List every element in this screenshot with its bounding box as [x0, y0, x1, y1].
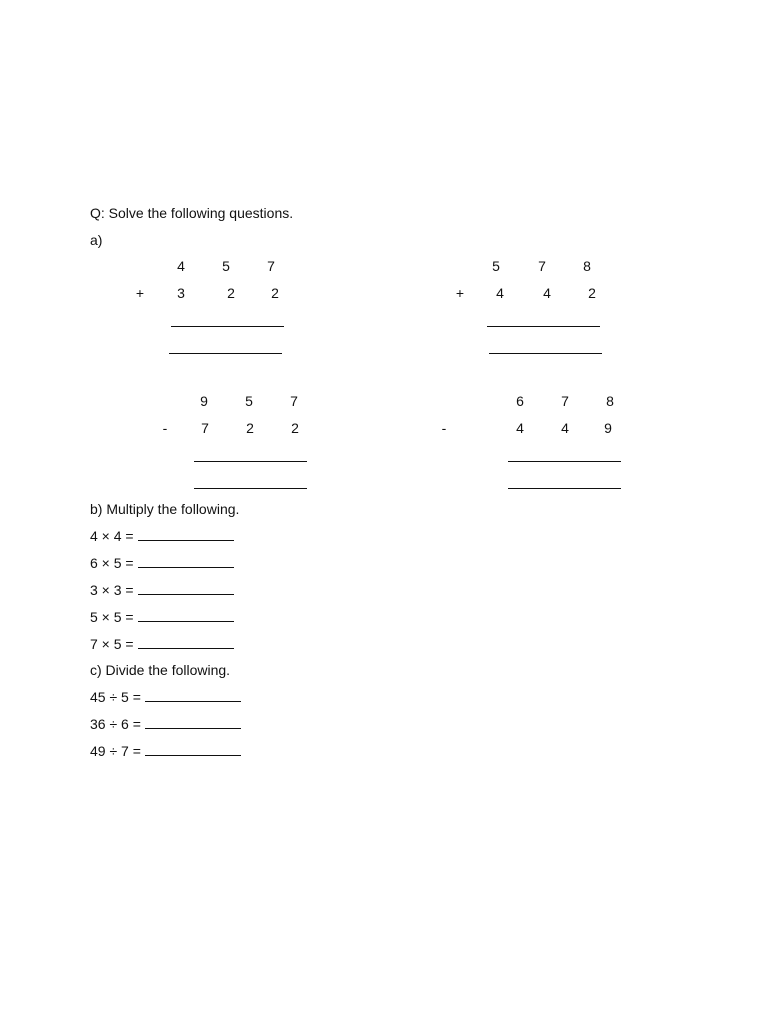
operator-plus: +	[135, 285, 145, 301]
answer-blank	[145, 689, 241, 702]
equation-text: 5 × 5 =	[90, 609, 134, 625]
multiply-item	[90, 555, 234, 571]
equation-text: 7 × 5 =	[90, 636, 134, 652]
answer-blank	[138, 555, 234, 568]
digit: 9	[604, 420, 612, 436]
digit: 4	[516, 420, 524, 436]
answer-line	[508, 461, 621, 462]
answer-line	[171, 326, 284, 327]
answer-blank	[145, 716, 241, 729]
digit: 7	[561, 393, 569, 409]
digit: 7	[201, 420, 209, 436]
digit: 6	[516, 393, 524, 409]
answer-line	[194, 488, 307, 489]
digit: 4	[543, 285, 551, 301]
worksheet-title: Q: Solve the following questions.	[90, 205, 294, 221]
equation-text: 3 × 3 =	[90, 582, 134, 598]
section-c-label: c) Divide the following.	[90, 662, 231, 678]
answer-line	[169, 353, 282, 354]
answer-blank	[145, 743, 241, 756]
multiply-item	[90, 636, 234, 652]
answer-blank	[138, 528, 234, 541]
divide-item	[90, 716, 241, 732]
digit: 7	[290, 393, 298, 409]
digit: 2	[271, 285, 279, 301]
digit: 8	[606, 393, 614, 409]
operator-plus: +	[455, 285, 465, 301]
digit: 7	[538, 258, 546, 274]
digit: 2	[227, 285, 235, 301]
digit: 7	[267, 258, 275, 274]
answer-line	[487, 326, 600, 327]
digit: 9	[200, 393, 208, 409]
section-a-label: a)	[90, 232, 103, 248]
multiply-item	[90, 609, 234, 625]
equation-text: 49 ÷ 7 =	[90, 743, 141, 759]
digit: 5	[245, 393, 253, 409]
digit: 5	[492, 258, 500, 274]
digit: 5	[222, 258, 230, 274]
multiply-item	[90, 528, 234, 544]
digit: 4	[496, 285, 504, 301]
digit: 3	[177, 285, 185, 301]
equation-text: 45 ÷ 5 =	[90, 689, 141, 705]
answer-blank	[138, 609, 234, 622]
equation-text: 36 ÷ 6 =	[90, 716, 141, 732]
answer-blank	[138, 636, 234, 649]
answer-line	[194, 461, 307, 462]
digit: 4	[561, 420, 569, 436]
divide-item	[90, 689, 241, 705]
divide-item	[90, 743, 241, 759]
operator-minus: -	[162, 420, 168, 436]
equation-text: 6 × 5 =	[90, 555, 134, 571]
answer-blank	[138, 582, 234, 595]
equation-text: 4 × 4 =	[90, 528, 134, 544]
answer-line	[489, 353, 602, 354]
digit: 2	[291, 420, 299, 436]
operator-minus: -	[441, 420, 447, 436]
multiply-item	[90, 582, 234, 598]
digit: 2	[588, 285, 596, 301]
digit: 4	[177, 258, 185, 274]
answer-line	[508, 488, 621, 489]
section-b-label: b) Multiply the following.	[90, 501, 240, 517]
digit: 2	[246, 420, 254, 436]
digit: 8	[583, 258, 591, 274]
